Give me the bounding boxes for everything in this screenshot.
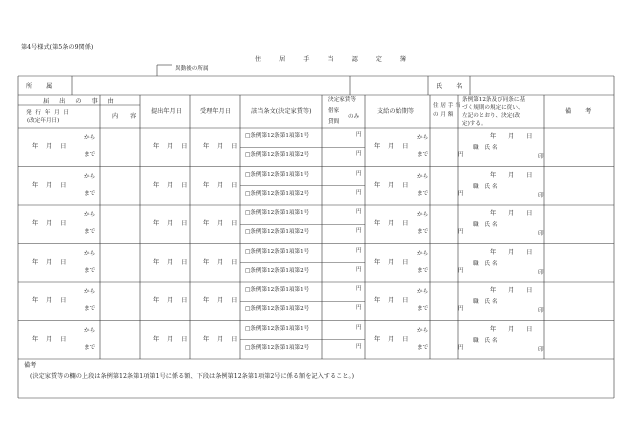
header-decided-rent-only: のみ [348, 114, 360, 120]
row-decision-date: 年 月 日 [490, 171, 538, 179]
row-payment-until: まで [417, 306, 429, 312]
affiliation-label: 所 属 [26, 83, 59, 90]
row-decision-date: 年 月 日 [490, 133, 538, 140]
row-seal: 印 [538, 231, 544, 237]
row-receipt-date: 年 月 日 [203, 220, 241, 228]
row-receipt-date: 年 月 日 [203, 335, 241, 343]
name-label: 氏 名 [436, 83, 469, 90]
row-article-2: □条例第12条第1項第2号 [245, 229, 310, 235]
header-content: 内 容 [112, 113, 142, 120]
row-article-2: □条例第12条第1項第2号 [245, 152, 310, 158]
row-rent-yen-2: 円 [356, 151, 362, 157]
header-monthly-amount-2: の 月 額 [433, 112, 454, 118]
header-decided-rent-kashima: 貸間 [328, 119, 340, 125]
row-payment-date: 年 月 日 [374, 258, 412, 266]
form-title: 住 居 手 当 認 定 簿 [255, 56, 415, 63]
row-monthly-yen: 円 [458, 229, 464, 235]
row-payment-date: 年 月 日 [374, 181, 412, 189]
row-rent-yen-2: 円 [356, 266, 362, 273]
row-occurrence-date: 年 月 日 [32, 220, 70, 228]
row-payment-date: 年 月 日 [374, 220, 412, 228]
row-from-label: から [84, 289, 96, 295]
header-regulation-2: づく規則の規定に従い、 [462, 105, 524, 111]
header-occurrence-date: 発 行 年 月 日 [26, 110, 71, 116]
header-applicable-article: 該当条文(決定家賃等) [251, 108, 312, 115]
header-regulation-4: 定)する。 [462, 121, 487, 127]
row-article-1: □条例第12条第1項第1号 [245, 210, 310, 216]
row-receipt-date: 年 月 日 [203, 297, 241, 305]
row-article-2: □条例第12条第1項第2号 [245, 190, 310, 197]
row-receipt-date: 年 月 日 [203, 143, 241, 151]
row-payment-from: から [417, 327, 429, 334]
row-payment-until: まで [417, 152, 429, 158]
header-notification-matter: 届 出 の 事 由 [43, 98, 118, 105]
row-article-1: □条例第12条第1項第1号 [245, 248, 310, 255]
row-receipt-date: 年 月 日 [203, 181, 241, 189]
row-monthly-yen: 円 [458, 152, 464, 158]
row-article-1: □条例第12条第1項第1号 [245, 325, 310, 332]
row-rent-yen-1: 円 [356, 324, 362, 331]
header-revision-date: (改定年月日) [27, 118, 60, 124]
row-rent-yen-2: 円 [356, 189, 362, 196]
row-monthly-yen: 円 [458, 190, 464, 197]
row-payment-from: から [417, 135, 429, 141]
row-monthly-yen: 円 [458, 344, 464, 351]
row-official-name: 職 氏名 [473, 183, 500, 190]
row-payment-until: まで [417, 190, 429, 197]
row-payment-date: 年 月 日 [374, 143, 412, 151]
row-submission-date: 年 月 日 [153, 297, 191, 305]
row-occurrence-date: 年 月 日 [32, 143, 70, 151]
row-rent-yen-1: 円 [356, 132, 362, 138]
form-number: 第4号様式(第5条の9関係) [21, 44, 94, 51]
row-seal: 印 [538, 308, 544, 314]
row-article-1: □条例第12条第1項第1号 [245, 133, 310, 139]
row-payment-from: から [417, 289, 429, 295]
row-until-label: まで [84, 306, 96, 312]
row-payment-until: まで [417, 344, 429, 351]
row-until-label: まで [84, 190, 96, 197]
row-from-label: から [84, 173, 96, 180]
row-rent-yen-2: 円 [356, 343, 362, 350]
footer-note: (決定家賃等の欄の上段は条例第12条第1項第1号に係る額、下段は条例第12条第1項第2号に係る額を記入すること。) [30, 373, 355, 380]
row-payment-from: から [417, 212, 429, 218]
row-article-2: □条例第12条第1項第2号 [245, 267, 310, 274]
header-decided-rent: 決定家賃等 [328, 97, 356, 103]
row-seal: 印 [538, 154, 544, 160]
row-payment-date: 年 月 日 [374, 297, 412, 305]
row-payment-until: まで [417, 267, 429, 274]
row-rent-yen-1: 円 [356, 170, 362, 177]
row-official-name: 職 氏名 [473, 222, 500, 228]
row-from-label: から [84, 327, 96, 334]
row-rent-yen-1: 円 [356, 209, 362, 215]
row-rent-yen-1: 円 [356, 247, 362, 254]
header-regulation-3: 左記のとおり、決定(改 [462, 113, 521, 119]
row-rent-yen-1: 円 [356, 286, 362, 292]
row-from-label: から [84, 135, 96, 141]
row-decision-date: 年 月 日 [490, 325, 538, 333]
row-from-label: から [84, 250, 96, 257]
header-decided-rent-shakuya: 借家 [328, 108, 340, 114]
row-payment-from: から [417, 250, 429, 257]
row-decision-date: 年 月 日 [490, 210, 538, 217]
row-payment-date: 年 月 日 [374, 335, 412, 343]
row-submission-date: 年 月 日 [153, 181, 191, 189]
row-article-2: □条例第12条第1項第2号 [245, 306, 310, 312]
row-decision-date: 年 月 日 [490, 287, 538, 294]
row-occurrence-date: 年 月 日 [32, 335, 70, 343]
header-submission-date: 提出年月日 [151, 108, 182, 115]
row-occurrence-date: 年 月 日 [32, 297, 70, 305]
row-rent-yen-2: 円 [356, 305, 362, 311]
header-monthly-amount-1: 住 居 手 当 [433, 103, 461, 109]
row-rent-yen-2: 円 [356, 228, 362, 234]
footer-remarks-label: 備考 [24, 362, 37, 369]
row-official-name: 職 氏名 [473, 260, 500, 267]
row-article-1: □条例第12条第1項第1号 [245, 287, 310, 293]
row-official-name: 職 氏名 [473, 337, 500, 344]
row-seal: 印 [538, 269, 544, 276]
row-submission-date: 年 月 日 [153, 220, 191, 228]
row-submission-date: 年 月 日 [153, 143, 191, 151]
row-occurrence-date: 年 月 日 [32, 258, 70, 266]
header-regulation-1: 条例第12条及び同条に基 [462, 97, 526, 103]
row-seal: 印 [538, 346, 544, 353]
row-seal: 印 [538, 192, 544, 199]
row-payment-until: まで [417, 229, 429, 235]
transfer-dept-label: 異動後の所属 [175, 66, 209, 72]
row-decision-date: 年 月 日 [490, 248, 538, 256]
row-monthly-yen: 円 [458, 267, 464, 274]
row-until-label: まで [84, 229, 96, 235]
row-occurrence-date: 年 月 日 [32, 181, 70, 189]
header-payment-start: 支給の始期等 [377, 108, 415, 115]
row-until-label: まで [84, 267, 96, 274]
row-from-label: から [84, 212, 96, 218]
row-submission-date: 年 月 日 [153, 258, 191, 266]
row-until-label: まで [84, 152, 96, 158]
header-remarks: 備 考 [565, 108, 598, 115]
row-article-2: □条例第12条第1項第2号 [245, 344, 310, 351]
row-official-name: 職 氏名 [473, 145, 500, 151]
row-until-label: まで [84, 344, 96, 351]
row-payment-from: から [417, 173, 429, 180]
row-submission-date: 年 月 日 [153, 335, 191, 343]
row-article-1: □条例第12条第1項第1号 [245, 171, 310, 178]
header-receipt-date: 受理年月日 [200, 108, 231, 115]
row-monthly-yen: 円 [458, 306, 464, 312]
row-receipt-date: 年 月 日 [203, 258, 241, 266]
row-official-name: 職 氏名 [473, 299, 500, 305]
